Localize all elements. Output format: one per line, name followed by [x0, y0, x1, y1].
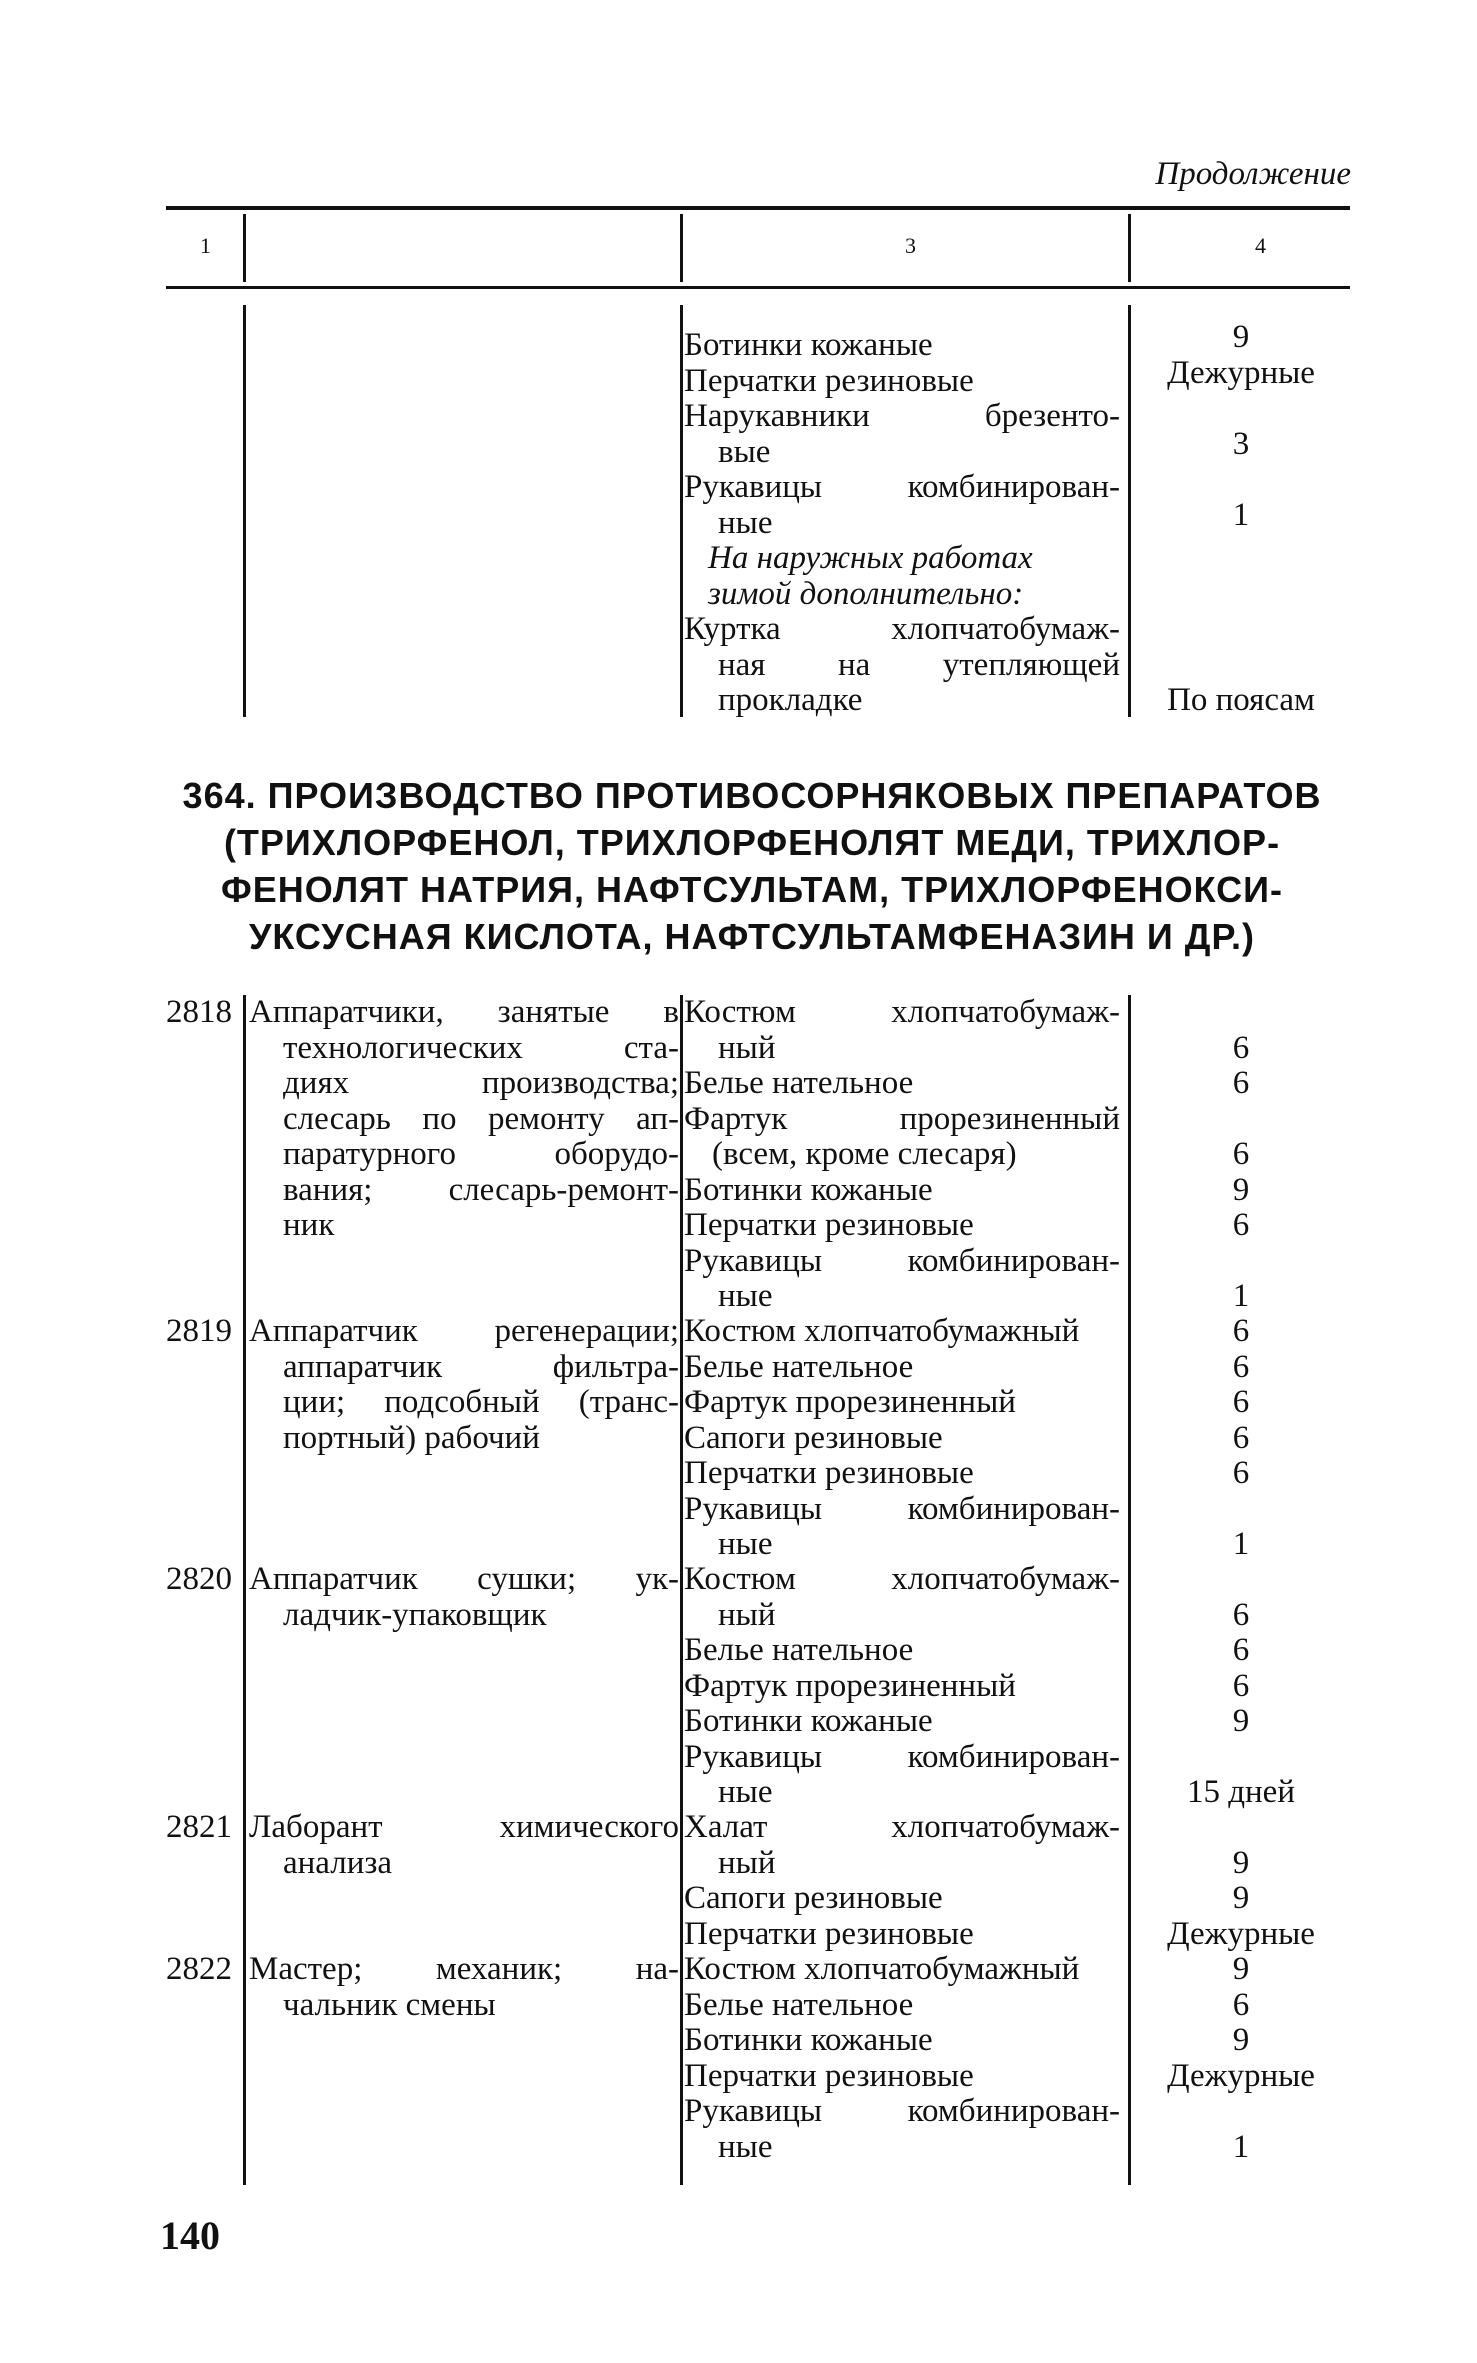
qty	[1132, 604, 1350, 640]
qty: 1	[1232, 1278, 1250, 1314]
col-divider	[243, 995, 246, 2185]
qty: 1	[1232, 496, 1250, 533]
profession-line: ник	[283, 1207, 335, 1243]
item-line: Ботинки кожаные	[684, 1703, 933, 1739]
header-col-divider	[680, 214, 683, 282]
col-number-1: 1	[200, 233, 211, 258]
profession-line: Лаборант химического	[249, 1809, 679, 1845]
item-line: На наружных работах	[708, 540, 1033, 576]
profession-cell	[249, 1952, 679, 2023]
item-line: Костюм хлопчатобумажный	[684, 1951, 1080, 1987]
profession-cell	[249, 995, 679, 1244]
profession-line: вания; слесарь-ремонт-	[283, 1171, 679, 1208]
item-line: Рукавицы комбинирован-	[684, 2093, 1120, 2129]
item-line: зимой дополнительно:	[708, 575, 1024, 612]
qty: 9	[1232, 2022, 1250, 2058]
item-line: Рукавицы комбинирован-	[684, 1242, 1120, 1279]
top-qty-column	[1132, 320, 1350, 719]
top-items-column	[684, 328, 1120, 719]
item-line: Нарукавники брезенто-	[684, 398, 1120, 434]
continuation-label: Продолжение	[1155, 156, 1351, 192]
qty: 9	[1232, 1844, 1250, 1881]
profession-line: Аппаратчики, занятые в	[249, 994, 679, 1030]
qty-cell	[1132, 1810, 1350, 1952]
qty	[1132, 1492, 1350, 1528]
header-bottom-rule	[166, 286, 1350, 289]
header-col-divider	[1128, 214, 1131, 282]
item-line: Костюм хлопчатобумаж-	[684, 1561, 1120, 1597]
profession-line: портный) рабочий	[283, 1419, 540, 1456]
qty: 6	[1232, 1455, 1250, 1491]
col-number-3: 3	[905, 233, 916, 258]
item-line: Фартук прорезиненный	[684, 1100, 1120, 1137]
item-line: Перчатки резиновые	[684, 362, 974, 399]
qty: 6	[1232, 1667, 1250, 1704]
header-top-rule	[166, 206, 1350, 210]
item-line: Фартук прорезиненный	[684, 1384, 1016, 1420]
header-col-divider	[243, 214, 246, 282]
row-number: 2822	[166, 1951, 232, 1987]
col-divider	[680, 305, 683, 717]
col-divider	[680, 995, 683, 2185]
item-line: ные	[718, 504, 773, 541]
item-line: Белье нательное	[684, 1348, 914, 1385]
qty: 15 дней	[1186, 1774, 1295, 1810]
items-cell	[684, 1952, 1120, 2165]
profession-line: диях производства;	[283, 1065, 679, 1101]
items-cell	[684, 995, 1120, 1315]
qty-cell	[1132, 1952, 1350, 2165]
qty	[1132, 569, 1350, 605]
qty	[1132, 462, 1350, 498]
item-line: Фартук прорезиненный	[684, 1667, 1016, 1704]
qty: 6	[1232, 1596, 1250, 1633]
qty: Дежурные	[1167, 1915, 1315, 1952]
qty	[1132, 1244, 1350, 1280]
item-line: вые	[718, 433, 771, 470]
profession-line: ладчик-упаковщик	[283, 1596, 547, 1633]
qty: 6	[1232, 1384, 1250, 1420]
item-line: Перчатки резиновые	[684, 1207, 974, 1243]
col-number-4: 4	[1255, 233, 1266, 258]
row-number: 2820	[166, 1561, 232, 1597]
profession-cell	[249, 1562, 679, 1633]
qty	[1132, 1810, 1350, 1846]
profession-line: Мастер; механик; на-	[249, 1951, 679, 1987]
item-line: Рукавицы комбинирован-	[684, 1490, 1120, 1527]
page-number: 140	[160, 2213, 220, 2258]
profession-line: Аппаратчик регенерации;	[249, 1313, 679, 1349]
col-divider	[1128, 995, 1131, 2185]
qty: 6	[1232, 1065, 1250, 1101]
qty: 9	[1232, 1171, 1250, 1208]
qty-cell	[1132, 995, 1350, 1315]
profession-cell	[249, 1314, 679, 1456]
item-line: Ботинки кожаные	[684, 2022, 933, 2058]
item-line: Белье нательное	[684, 1986, 914, 2023]
qty: 9	[1232, 1703, 1250, 1739]
row-number: 2819	[166, 1313, 232, 1349]
item-line: ные	[718, 2128, 773, 2165]
row-number: 2818	[166, 994, 232, 1030]
qty	[1132, 2094, 1350, 2130]
qty-cell	[1132, 1562, 1350, 1811]
qty: 1	[1232, 2128, 1250, 2165]
profession-line: Аппаратчик сушки; ук-	[249, 1561, 679, 1597]
qty	[1132, 391, 1350, 427]
profession-line: технологических ста-	[283, 1029, 679, 1066]
qty: 6	[1232, 1207, 1250, 1243]
qty	[1132, 640, 1350, 676]
profession-cell	[249, 1810, 679, 1881]
item-line: Костюм хлопчатобумажный	[684, 1313, 1080, 1349]
qty: 9	[1232, 1951, 1250, 1987]
item-line: ные	[718, 1526, 773, 1562]
item-line: Халат хлопчатобумаж-	[684, 1809, 1120, 1845]
profession-line: анализа	[283, 1844, 393, 1881]
col-divider	[243, 305, 246, 717]
qty: Дежурные	[1167, 354, 1315, 391]
item-line: Ботинки кожаные	[684, 1171, 933, 1208]
item-line: ный	[718, 1596, 776, 1633]
profession-line: ции; подсобный (транс-	[283, 1384, 679, 1420]
qty: По поясам	[1167, 682, 1315, 718]
qty: 9	[1232, 319, 1250, 355]
item-line: Белье нательное	[684, 1632, 914, 1668]
qty	[1132, 1740, 1350, 1776]
item-line: Перчатки резиновые	[684, 1455, 974, 1491]
item-line: Белье нательное	[684, 1065, 914, 1101]
item-line: Сапоги резиновые	[684, 1419, 943, 1456]
qty: 6	[1232, 1313, 1250, 1349]
item-line: ный	[718, 1029, 776, 1066]
item-line: прокладке	[718, 682, 863, 718]
item-line: Сапоги резиновые	[684, 1880, 943, 1916]
item-line: Рукавицы комбинирован-	[684, 1738, 1120, 1775]
qty: 6	[1232, 1419, 1250, 1456]
qty: 6	[1232, 1136, 1250, 1172]
qty	[1132, 1102, 1350, 1138]
qty: 9	[1232, 1880, 1250, 1916]
qty: 6	[1232, 1348, 1250, 1385]
qty: 6	[1232, 1029, 1250, 1066]
items-cell	[684, 1314, 1120, 1563]
items-cell	[684, 1562, 1120, 1811]
item-line: ный	[718, 1844, 776, 1881]
qty	[1132, 995, 1350, 1031]
qty	[1132, 533, 1350, 569]
qty: 1	[1232, 1526, 1250, 1562]
qty: Дежурные	[1167, 2057, 1315, 2094]
qty	[1132, 1562, 1350, 1598]
item-line: ные	[718, 1774, 773, 1810]
item-line: Перчатки резиновые	[684, 1915, 974, 1952]
item-line: ные	[718, 1278, 773, 1314]
qty: 3	[1232, 425, 1250, 462]
item-line: (всем, кроме слесаря)	[712, 1136, 1017, 1172]
item-line: Костюм хлопчатобумаж-	[684, 994, 1120, 1030]
qty: 6	[1232, 1986, 1250, 2023]
qty-cell	[1132, 1314, 1350, 1563]
item-line: Ботинки кожаные	[684, 327, 933, 363]
item-line: ная на утепляющей	[718, 646, 1120, 683]
item-line: Куртка хлопчатобумаж-	[684, 611, 1120, 647]
profession-line: чальник смены	[283, 1986, 496, 2023]
section-title: 364. ПРОИЗВОДСТВО ПРОТИВОСОРНЯКОВЫХ ПРЕПАРАТОВ (ТРИХЛОРФЕНОЛ, ТРИХЛОРФЕНОЛЯТ МЕДИ, ТРИХЛОР-ФЕНОЛЯТ НАТРИЯ, НАФТСУЛЬТАМ, ТРИХЛОРФЕНОКСИ-УКСУСНАЯ КИСЛОТА, НАФТСУЛЬТАМФЕНАЗИН И ДР.)	[182, 775, 1322, 957]
col-divider	[1128, 305, 1131, 717]
qty: 6	[1232, 1632, 1250, 1668]
profession-line: аппаратчик фильтра-	[283, 1348, 679, 1385]
profession-line: паратурного оборудо-	[283, 1136, 679, 1172]
profession-line: слесарь по ремонту ап-	[283, 1100, 679, 1137]
item-line: Рукавицы комбинирован-	[684, 469, 1120, 505]
row-number: 2821	[166, 1809, 232, 1845]
items-cell	[684, 1810, 1120, 1952]
item-line: Перчатки резиновые	[684, 2057, 974, 2094]
